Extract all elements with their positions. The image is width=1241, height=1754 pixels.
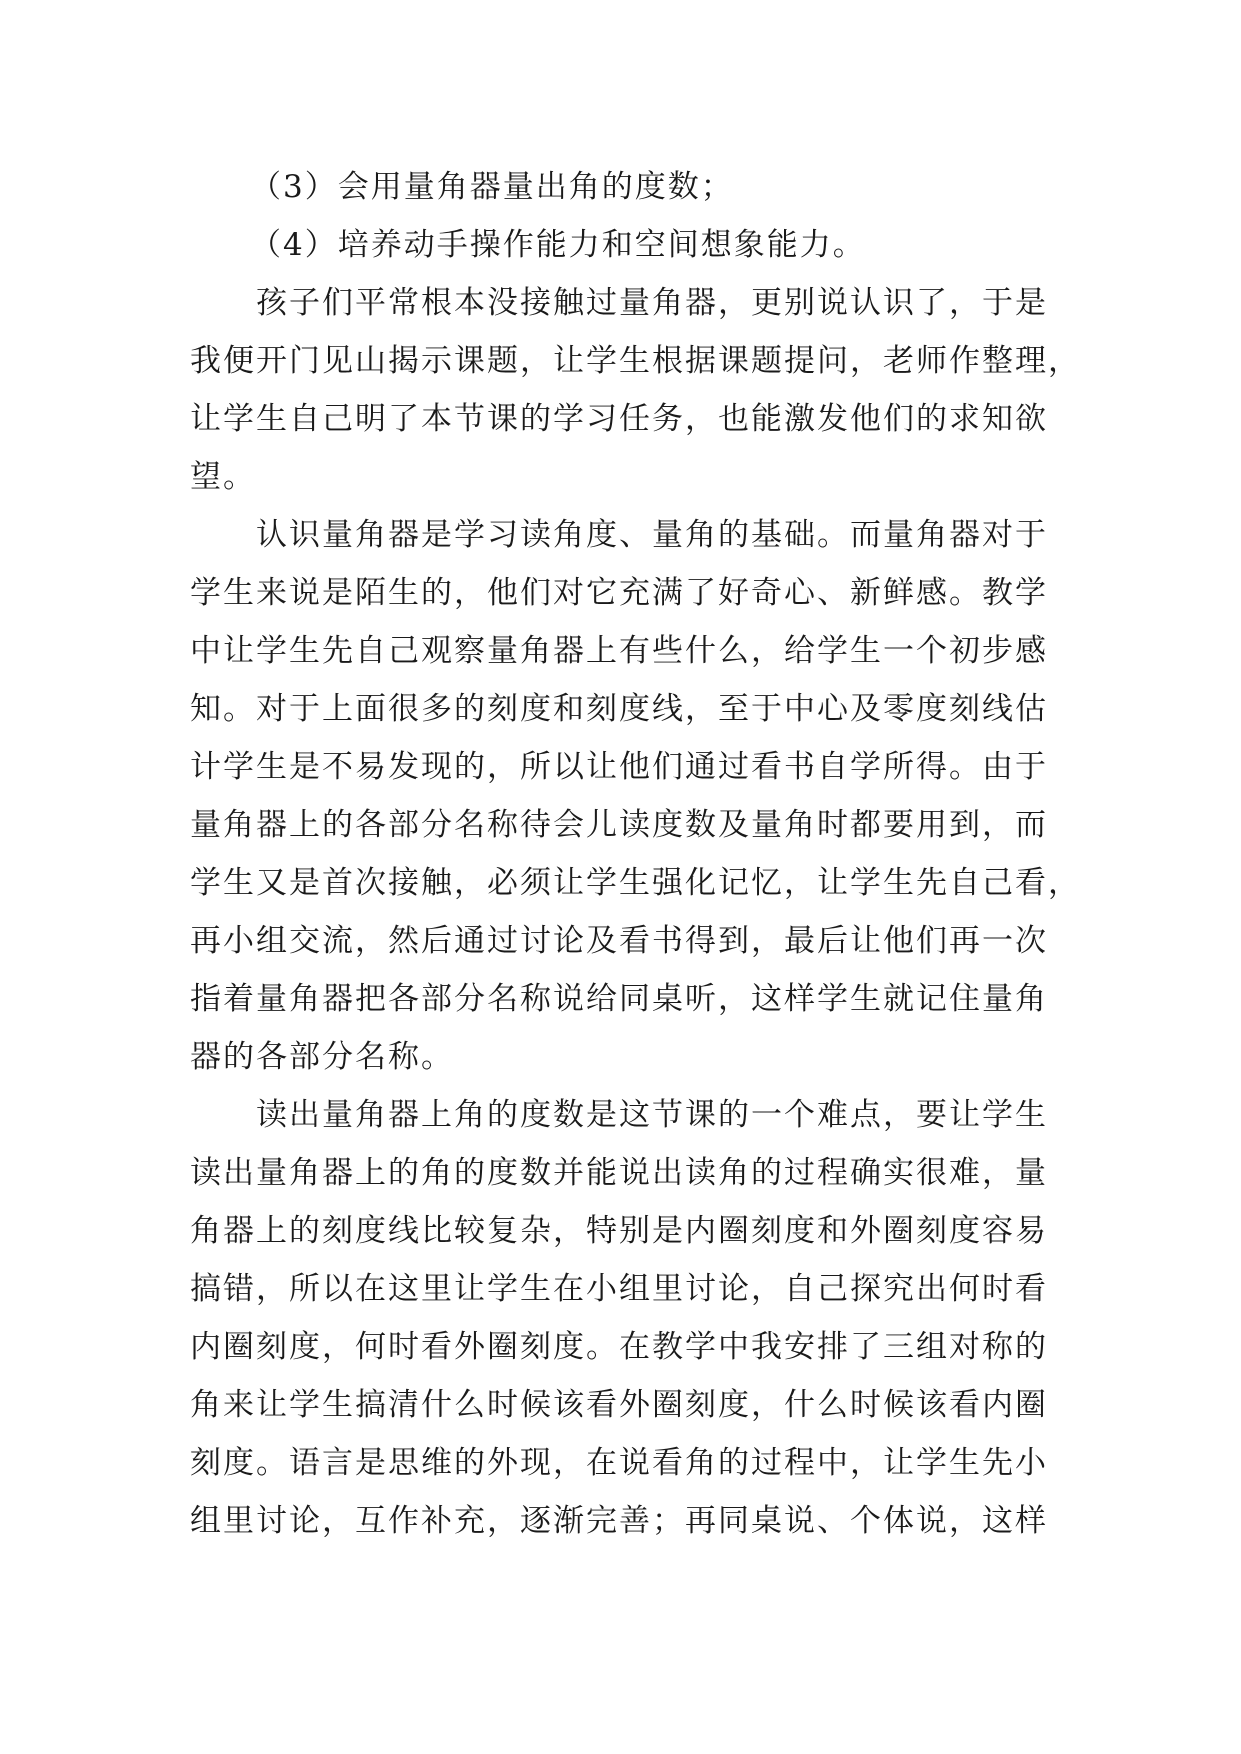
text-line: 角器上的刻度线比较复杂，特别是内圈刻度和外圈刻度容易: [190, 1213, 1048, 1249]
text-line: 角来让学生搞清什么时候该看外圈刻度，什么时候该看内圈: [190, 1387, 1048, 1423]
text-line: 计学生是不易发现的，所以让他们通过看书自学所得。由于: [190, 749, 1048, 785]
text-line: 望。: [190, 459, 256, 495]
text-line: 让学生自己明了本节课的学习任务，也能激发他们的求知欲: [190, 401, 1048, 437]
text-line: 学生又是首次接触，必须让学生强化记忆，让学生先自己看，: [190, 865, 1081, 901]
text-line: 指着量角器把各部分名称说给同桌听，这样学生就记住量角: [190, 981, 1048, 1017]
paragraph-start-line: 认识量角器是学习读角度、量角的基础。而量角器对于: [256, 517, 1048, 553]
document-body: [190, 158, 1081, 1550]
text-line: 中让学生先自己观察量角器上有些什么，给学生一个初步感: [190, 633, 1048, 669]
text-line: 再小组交流，然后通过讨论及看书得到，最后让他们再一次: [190, 923, 1048, 959]
text-line: 我便开门见山揭示课题，让学生根据课题提问，老师作整理，: [190, 343, 1081, 379]
text-line: 学生来说是陌生的，他们对它充满了好奇心、新鲜感。教学: [190, 575, 1048, 611]
text-line: 量角器上的各部分名称待会儿读度数及量角时都要用到，而: [190, 807, 1048, 843]
text-line: 内圈刻度，何时看外圈刻度。在教学中我安排了三组对称的: [190, 1329, 1048, 1365]
text-line: （3）会用量角器量出角的度数；: [250, 169, 734, 205]
text-line: 知。对于上面很多的刻度和刻度线，至于中心及零度刻线估: [190, 691, 1048, 727]
text-line: 刻度。语言是思维的外现，在说看角的过程中，让学生先小: [190, 1445, 1048, 1481]
text-line: 组里讨论，互作补充，逐渐完善；再同桌说、个体说，这样: [190, 1503, 1048, 1539]
text-line: 读出量角器上的角的度数并能说出读角的过程确实很难，量: [190, 1155, 1048, 1191]
text-line: 器的各部分名称。: [190, 1039, 454, 1075]
paragraph-start-line: 孩子们平常根本没接触过量角器，更别说认识了，于是: [256, 285, 1048, 321]
paragraph-start-line: 读出量角器上角的度数是这节课的一个难点，要让学生: [256, 1097, 1048, 1133]
text-line: （4）培养动手操作能力和空间想象能力。: [250, 227, 866, 263]
text-line: 搞错，所以在这里让学生在小组里讨论，自己探究出何时看: [190, 1271, 1048, 1307]
